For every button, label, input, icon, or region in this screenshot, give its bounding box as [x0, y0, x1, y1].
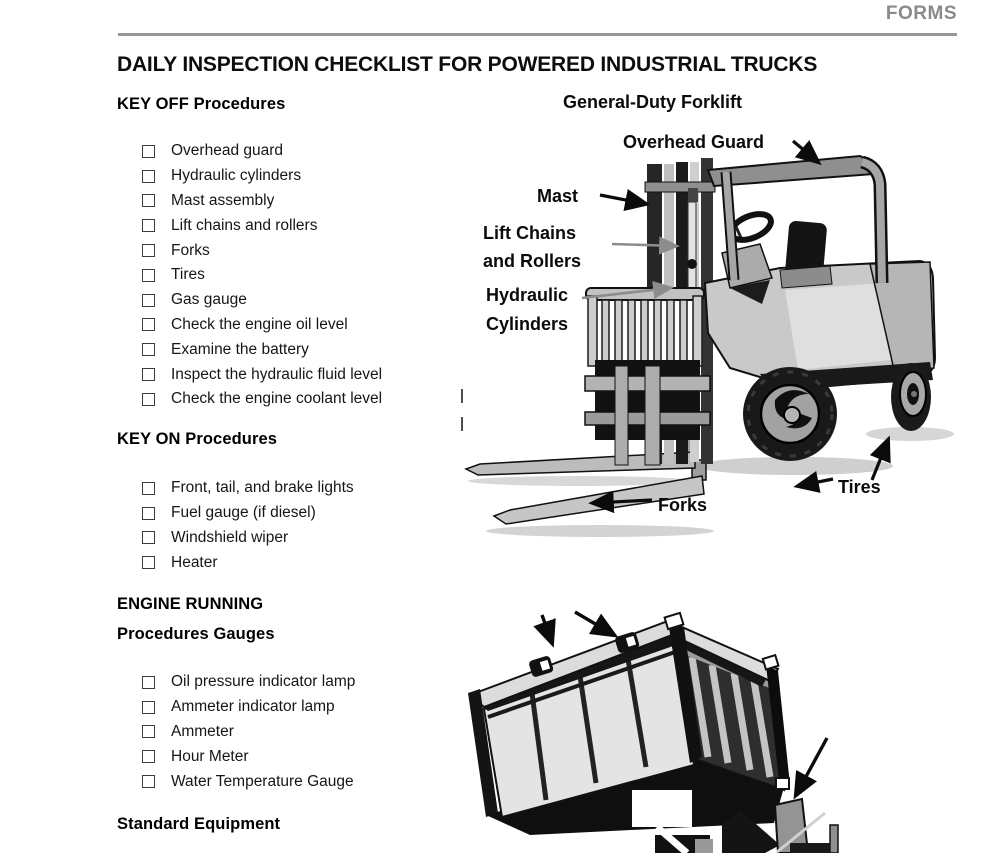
forms-header-label: FORMS	[885, 3, 957, 24]
checklist-item-label: Oil pressure indicator lamp	[171, 673, 356, 691]
checklist-key-on	[117, 476, 354, 575]
label-mast: Mast	[537, 186, 579, 206]
checkbox[interactable]	[142, 294, 155, 307]
checklist-item-label: Check the engine coolant level	[171, 390, 383, 408]
checkbox[interactable]	[142, 775, 155, 788]
checklist-row	[117, 670, 355, 695]
checklist-row	[117, 139, 382, 164]
checklist-item-label: Fuel gauge (if diesel)	[171, 504, 316, 522]
checkbox[interactable]	[142, 676, 155, 689]
checkbox[interactable]	[142, 244, 155, 257]
page-title: DAILY INSPECTION CHECKLIST FOR POWERED INDUSTRIAL TRUCKS	[117, 53, 818, 76]
forklift-body	[705, 209, 935, 390]
checklist-item-label: Mast assembly	[171, 191, 275, 209]
checklist-item-label: Hydraulic cylinders	[171, 167, 302, 185]
checklist-row	[117, 476, 354, 501]
checkbox[interactable]	[142, 343, 155, 356]
checklist-row	[117, 720, 355, 745]
checkbox[interactable]	[142, 725, 155, 738]
checklist-item-label: Gas gauge	[171, 291, 247, 309]
section-heading-engine-running: ENGINE RUNNING	[117, 595, 264, 613]
checklist-row	[117, 189, 382, 214]
checkbox[interactable]	[142, 482, 155, 495]
overhead-guard-arrow	[793, 141, 818, 162]
checkbox[interactable]	[142, 556, 155, 569]
checklist-engine-running	[117, 670, 355, 794]
label-forks: Forks	[658, 495, 708, 515]
checklist-item-label: Heater	[171, 553, 218, 571]
lift-pocket-arrow-left	[542, 615, 552, 643]
checkbox[interactable]	[142, 145, 155, 158]
section-subheading-procedures-gauges: Procedures Gauges	[117, 625, 275, 643]
mast-arrow	[600, 195, 646, 204]
checklist-row	[117, 337, 382, 362]
checklist-row	[117, 501, 354, 526]
checkbox[interactable]	[142, 701, 155, 714]
header-rule	[118, 33, 957, 36]
checklist-item-label: Ammeter	[171, 722, 234, 740]
checklist-row	[117, 550, 354, 575]
checklist-row	[117, 362, 382, 387]
label-overhead-guard: Overhead Guard	[623, 132, 765, 152]
checkbox[interactable]	[142, 507, 155, 520]
checkbox[interactable]	[142, 194, 155, 207]
checklist-item-label: Ammeter indicator lamp	[171, 698, 335, 716]
checklist-item-label: Inspect the hydraulic fluid level	[171, 365, 383, 383]
checklist-key-off	[117, 139, 382, 412]
checklist-item-label: Windshield wiper	[171, 528, 289, 546]
machine-arrow	[796, 738, 827, 795]
checklist-item-label: Tires	[171, 266, 205, 284]
checklist-row	[117, 744, 355, 769]
checkbox[interactable]	[142, 219, 155, 232]
checklist-item-label: Forks	[171, 241, 210, 259]
checkbox[interactable]	[142, 368, 155, 381]
label-hydraulic-cylinders: Hydraulic Cylinders	[486, 285, 569, 334]
checklist-row	[117, 288, 382, 313]
checklist-row	[117, 695, 355, 720]
label-tires: Tires	[838, 477, 881, 497]
checklist-item-label: Overhead guard	[171, 142, 284, 160]
checkbox[interactable]	[142, 750, 155, 763]
section-heading-key-off: KEY OFF Procedures	[117, 95, 286, 113]
checklist-row	[117, 387, 382, 412]
checklist-row	[117, 238, 382, 263]
lift-pocket-arrow-right	[575, 612, 614, 635]
checklist-item-label: Lift chains and rollers	[171, 216, 318, 234]
rear-wheel	[891, 363, 931, 431]
checklist-item-label: Check the engine oil level	[171, 315, 348, 333]
container-illustration	[440, 595, 1007, 853]
section-heading-standard-equipment: Standard Equipment	[117, 815, 281, 833]
checklist-item-label: Front, tail, and brake lights	[171, 479, 354, 497]
load-backrest	[586, 288, 704, 366]
checklist-item-label: Examine the battery	[171, 340, 309, 358]
checklist-row	[117, 213, 382, 238]
checklist-row	[117, 526, 354, 551]
checklist-row	[117, 313, 382, 338]
checklist-item-label: Water Temperature Gauge	[171, 772, 354, 790]
checkbox[interactable]	[142, 269, 155, 282]
label-patch	[632, 790, 692, 827]
lift-chain-roller	[687, 259, 697, 269]
checkbox[interactable]	[142, 531, 155, 544]
tires-arrow-left	[798, 479, 833, 486]
checklist-item-label: Hour Meter	[171, 747, 249, 765]
checkbox[interactable]	[142, 170, 155, 183]
section-heading-key-on: KEY ON Procedures	[117, 430, 278, 448]
label-lift-chains: Lift Chains and Rollers	[483, 223, 582, 271]
checkbox[interactable]	[142, 393, 155, 406]
checklist-row	[117, 263, 382, 288]
hydraulic-cylinder-rod	[688, 202, 696, 294]
checklist-row	[117, 164, 382, 189]
checkbox[interactable]	[142, 318, 155, 331]
forklift-figure-title: General-Duty Forklift	[563, 92, 743, 112]
front-wheel	[743, 367, 837, 461]
checklist-row	[117, 769, 355, 794]
